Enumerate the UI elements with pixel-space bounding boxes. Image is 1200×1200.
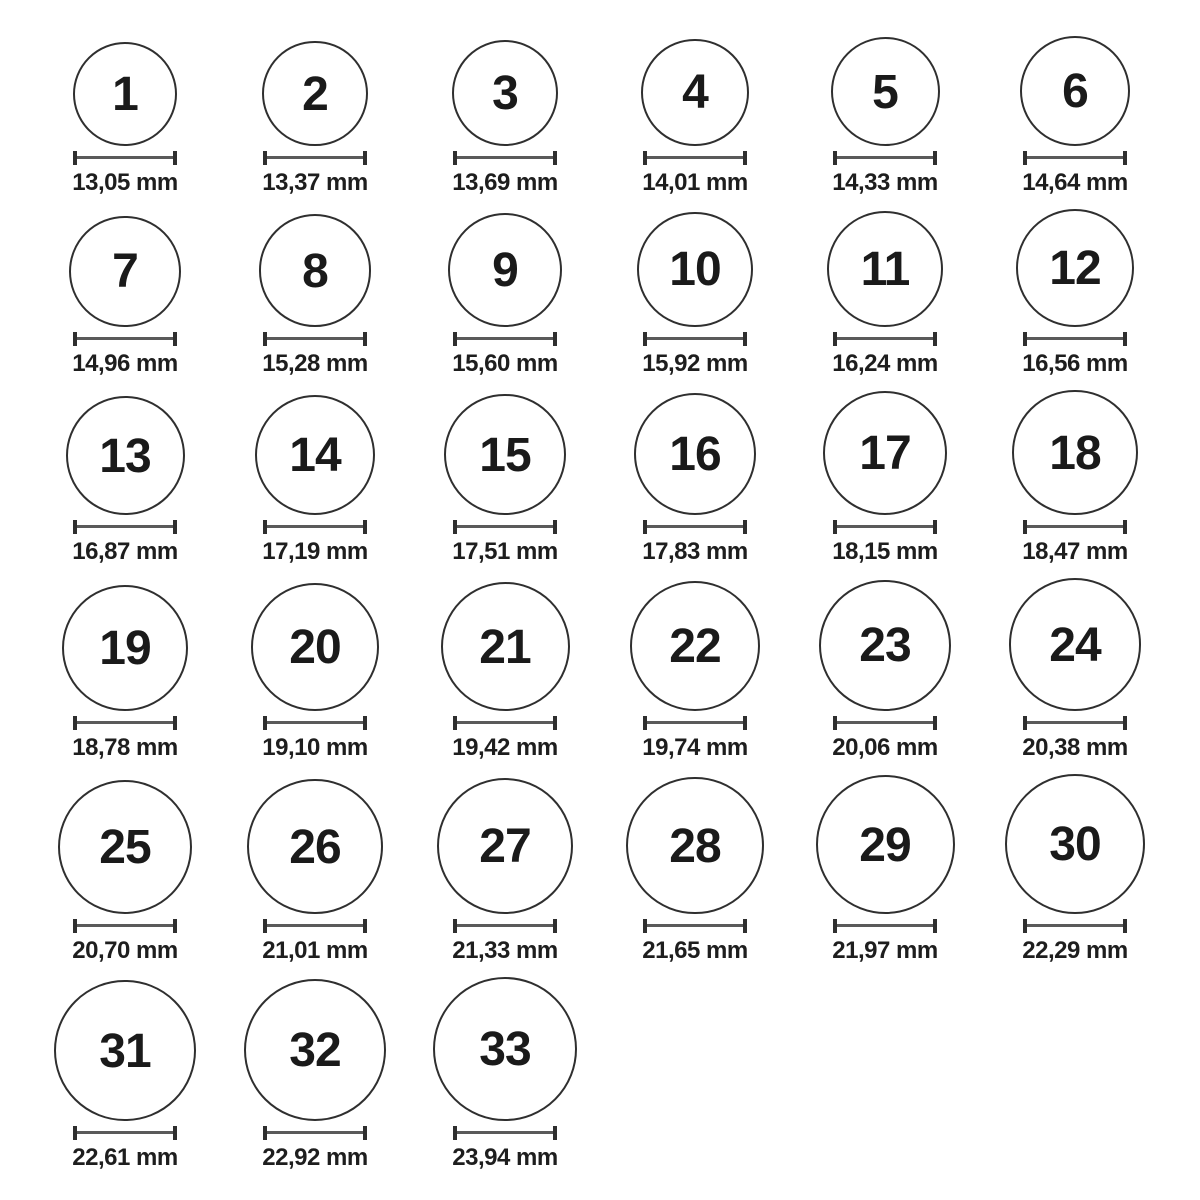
ring-size-number: 6 (1062, 65, 1088, 119)
ring-size-cell (980, 36, 1170, 197)
ring-size-number: 9 (492, 244, 518, 298)
diameter-measure-line (643, 520, 747, 534)
ring-size-cell (980, 390, 1170, 566)
ring-size-cell (30, 780, 220, 965)
ring-size-number: 24 (1049, 618, 1101, 672)
diameter-measure-line (1023, 151, 1127, 165)
diameter-label: 19,74 mm (642, 734, 748, 762)
ring-size-number: 20 (289, 621, 341, 675)
diameter-measure-line (73, 332, 177, 346)
ring-size-number: 15 (479, 428, 531, 482)
ring-size-number: 17 (859, 427, 911, 481)
diameter-label: 16,24 mm (832, 350, 938, 378)
diameter-measure-line (833, 716, 937, 730)
diameter-label: 14,33 mm (832, 169, 938, 197)
ring-size-number: 10 (669, 243, 721, 297)
diameter-measure-line (453, 520, 557, 534)
ring-circle (827, 211, 944, 328)
ring-size-cell (790, 775, 980, 965)
diameter-label: 17,83 mm (642, 538, 748, 566)
ring-size-number: 21 (479, 620, 531, 674)
diameter-label: 14,01 mm (642, 169, 748, 197)
ring-size-cell (410, 582, 600, 762)
ring-size-cell (30, 585, 220, 763)
ring-size-number: 14 (289, 429, 341, 483)
diameter-measure-line (453, 1126, 557, 1140)
ring-circle (255, 395, 375, 515)
ring-size-number: 26 (289, 820, 341, 874)
ring-circle (437, 778, 574, 915)
ring-circle (1020, 36, 1130, 146)
ring-circle (637, 212, 752, 327)
ring-size-cell (600, 581, 790, 762)
ring-size-cell (790, 580, 980, 763)
ring-circle (54, 980, 196, 1122)
ring-circle (1012, 390, 1137, 515)
diameter-label: 22,29 mm (1022, 937, 1128, 965)
ring-size-cell (600, 393, 790, 567)
diameter-measure-line (643, 151, 747, 165)
ring-size-number: 12 (1049, 242, 1101, 296)
ring-size-number: 2 (302, 67, 328, 121)
diameter-label: 13,69 mm (452, 169, 558, 197)
ring-size-cell (30, 42, 220, 197)
ring-size-cell (600, 212, 790, 378)
ring-circle (823, 391, 947, 515)
ring-size-number: 27 (479, 820, 531, 874)
ring-circle (62, 585, 189, 712)
diameter-measure-line (643, 716, 747, 730)
diameter-label: 22,92 mm (262, 1144, 368, 1172)
ring-circle (1009, 578, 1142, 711)
diameter-measure-line (73, 919, 177, 933)
diameter-measure-line (263, 1126, 367, 1140)
ring-size-number: 4 (682, 66, 708, 120)
ring-circle (433, 977, 577, 1121)
diameter-label: 19,42 mm (452, 734, 558, 762)
diameter-label: 17,51 mm (452, 538, 558, 566)
ring-circle (441, 582, 570, 711)
diameter-measure-line (263, 151, 367, 165)
ring-size-number: 28 (669, 819, 721, 873)
ring-size-number: 7 (112, 245, 138, 299)
diameter-label: 21,97 mm (832, 937, 938, 965)
ring-size-number: 1 (112, 68, 138, 122)
diameter-label: 13,05 mm (72, 169, 178, 197)
diameter-label: 18,47 mm (1022, 538, 1128, 566)
ring-circle (630, 581, 760, 711)
ring-circle (816, 775, 955, 914)
diameter-label: 21,01 mm (262, 937, 368, 965)
diameter-measure-line (263, 332, 367, 346)
ring-circle (262, 41, 367, 146)
diameter-label: 18,78 mm (72, 734, 178, 762)
ring-circle (66, 396, 185, 515)
diameter-label: 16,87 mm (72, 538, 178, 566)
diameter-measure-line (453, 919, 557, 933)
ring-size-number: 11 (860, 242, 910, 296)
ring-circle (444, 394, 566, 516)
diameter-label: 22,61 mm (72, 1144, 178, 1172)
ring-circle (634, 393, 757, 516)
diameter-label: 20,70 mm (72, 937, 178, 965)
chart-row (30, 209, 1170, 378)
ring-size-number: 23 (859, 619, 911, 673)
diameter-measure-line (1023, 520, 1127, 534)
chart-row (30, 36, 1170, 197)
diameter-measure-line (73, 520, 177, 534)
ring-size-number: 33 (479, 1023, 531, 1077)
diameter-measure-line (453, 716, 557, 730)
chart-row (30, 390, 1170, 566)
diameter-measure-line (263, 919, 367, 933)
ring-size-cell (410, 213, 600, 378)
diameter-label: 15,92 mm (642, 350, 748, 378)
ring-circle (58, 780, 192, 914)
ring-size-cell (220, 214, 410, 378)
diameter-measure-line (73, 151, 177, 165)
ring-size-cell (980, 209, 1170, 378)
ring-circle (819, 580, 951, 712)
ring-size-number: 22 (669, 620, 721, 674)
ring-size-cell (410, 394, 600, 567)
ring-circle (73, 42, 177, 146)
diameter-label: 17,19 mm (262, 538, 368, 566)
ring-circle (69, 216, 181, 328)
ring-circle (831, 37, 940, 146)
ring-size-cell (30, 216, 220, 379)
diameter-label: 18,15 mm (832, 538, 938, 566)
ring-size-number: 16 (669, 427, 721, 481)
ring-circle (626, 777, 764, 915)
ring-circle (247, 779, 382, 914)
diameter-measure-line (453, 151, 557, 165)
ring-circle (251, 583, 379, 711)
ring-size-number: 32 (289, 1024, 341, 1078)
ring-size-number: 3 (492, 67, 518, 121)
ring-size-number: 5 (872, 65, 898, 119)
diameter-label: 14,96 mm (72, 350, 178, 378)
ring-size-cell (790, 211, 980, 379)
diameter-measure-line (643, 332, 747, 346)
diameter-measure-line (1023, 716, 1127, 730)
chart-row (30, 977, 1170, 1172)
diameter-measure-line (263, 716, 367, 730)
ring-size-cell (980, 774, 1170, 965)
ring-size-cell (220, 779, 410, 965)
ring-size-cell (980, 578, 1170, 762)
ring-size-cell (220, 41, 410, 197)
ring-size-cell (410, 977, 600, 1172)
ring-size-cell (220, 979, 410, 1173)
diameter-measure-line (643, 919, 747, 933)
ring-size-cell (220, 583, 410, 762)
diameter-label: 20,38 mm (1022, 734, 1128, 762)
ring-size-number: 31 (99, 1024, 151, 1078)
diameter-label: 20,06 mm (832, 734, 938, 762)
diameter-measure-line (833, 919, 937, 933)
ring-size-cell (790, 391, 980, 566)
diameter-measure-line (833, 520, 937, 534)
diameter-label: 21,33 mm (452, 937, 558, 965)
chart-row (30, 578, 1170, 762)
diameter-label: 15,60 mm (452, 350, 558, 378)
ring-circle (452, 40, 559, 147)
ring-size-cell (410, 40, 600, 198)
ring-circle (1005, 774, 1145, 914)
diameter-label: 15,28 mm (262, 350, 368, 378)
diameter-measure-line (73, 716, 177, 730)
ring-size-cell (30, 396, 220, 566)
ring-size-number: 18 (1049, 426, 1101, 480)
ring-size-cell (600, 39, 790, 198)
diameter-label: 21,65 mm (642, 937, 748, 965)
ring-circle (641, 39, 749, 147)
ring-size-cell (600, 777, 790, 966)
ring-size-number: 13 (99, 429, 151, 483)
ring-size-number: 30 (1049, 818, 1101, 872)
ring-circle (1016, 209, 1134, 327)
diameter-label: 13,37 mm (262, 169, 368, 197)
diameter-measure-line (263, 520, 367, 534)
diameter-measure-line (73, 1126, 177, 1140)
ring-size-number: 8 (302, 244, 328, 298)
diameter-label: 19,10 mm (262, 734, 368, 762)
chart-row (30, 774, 1170, 965)
ring-circle (244, 979, 387, 1122)
diameter-measure-line (833, 332, 937, 346)
ring-size-cell (790, 37, 980, 197)
ring-size-number: 19 (99, 621, 151, 675)
ring-circle (448, 213, 562, 327)
ring-size-cell (410, 778, 600, 966)
ring-circle (259, 214, 372, 327)
diameter-measure-line (833, 151, 937, 165)
diameter-label: 23,94 mm (452, 1144, 558, 1172)
diameter-measure-line (1023, 919, 1127, 933)
ring-size-number: 25 (99, 821, 151, 875)
diameter-label: 14,64 mm (1022, 169, 1128, 197)
ring-size-number: 29 (859, 818, 911, 872)
ring-size-cell (30, 980, 220, 1173)
ring-size-cell (220, 395, 410, 566)
diameter-measure-line (453, 332, 557, 346)
diameter-label: 16,56 mm (1022, 350, 1128, 378)
diameter-measure-line (1023, 332, 1127, 346)
